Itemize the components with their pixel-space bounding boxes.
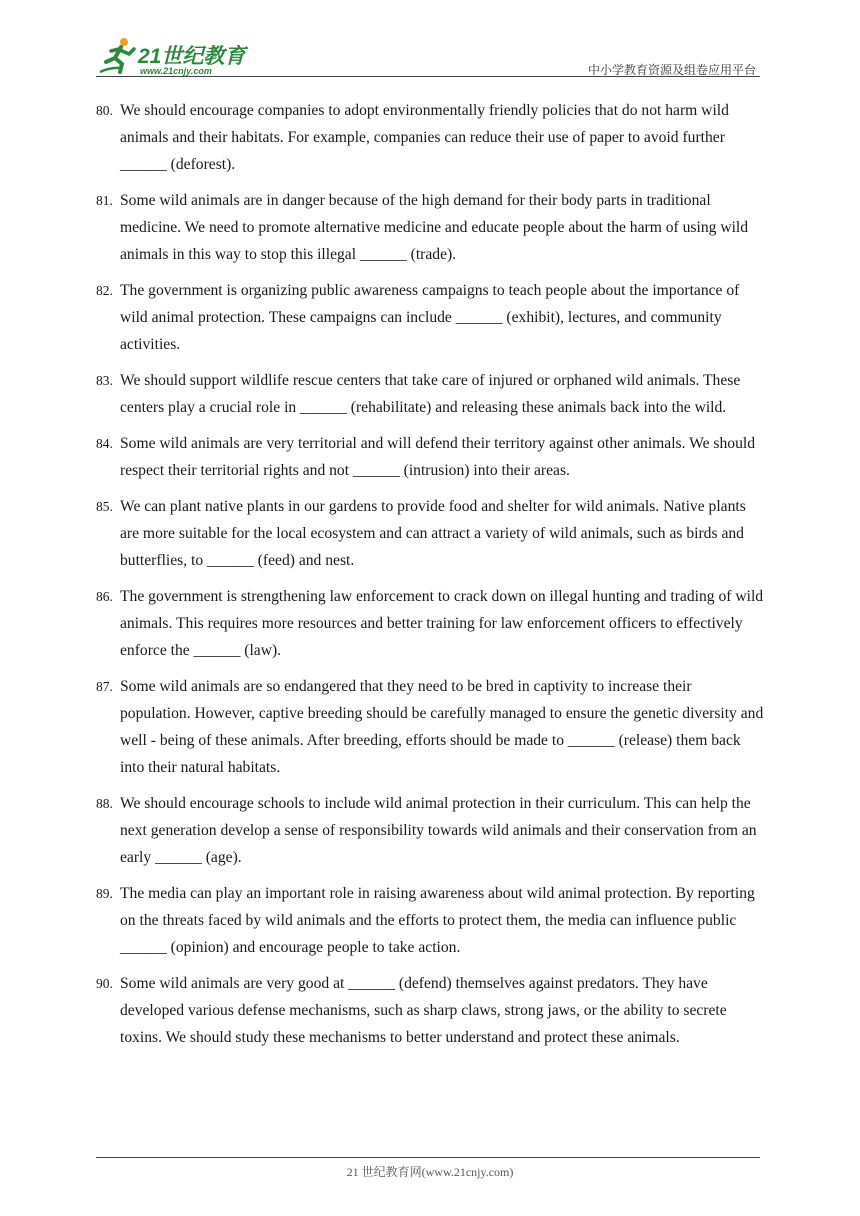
question-text: Some wild animals are so endangered that they need to be bred in captivity to increase their population. However, captive breeding should be carefully managed to ensure the genetic diversity and well - being of these animals. After breeding, efforts should be made to ______ (release) them back into their natural habitats. xyxy=(120,678,764,776)
question-item xyxy=(96,97,764,178)
question-number: 80. xyxy=(96,103,113,118)
question-number: 85. xyxy=(96,499,113,514)
question-text: Some wild animals are very good at ______ (defend) themselves against predators. They have developed various defense mechanisms, such as sharp claws, strong jaws, or the ability to secrete toxins. We should study these mechanisms to better understand and protect these animals. xyxy=(120,975,727,1046)
site-logo xyxy=(96,34,266,78)
question-item xyxy=(96,790,764,871)
question-item xyxy=(96,430,764,484)
question-item xyxy=(96,187,764,268)
question-text: We should support wildlife rescue centers that take care of injured or orphaned wild animals. These centers play a crucial role in ______ (rehabilitate) and releasing these animals back into the wild. xyxy=(120,372,741,416)
question-number: 88. xyxy=(96,796,113,811)
question-item xyxy=(96,367,764,421)
runner-logo-icon xyxy=(96,34,140,78)
logo-text: 21世纪教育 xyxy=(138,45,246,68)
header-platform-title: 中小学教育资源及组卷应用平台 xyxy=(587,63,756,77)
question-number: 87. xyxy=(96,679,113,694)
question-item xyxy=(96,673,764,781)
question-text: The government is strengthening law enforcement to crack down on illegal hunting and trading of wild animals. This requires more resources and better training for law enforcement officers to effectively enforce the ______ (law). xyxy=(120,588,764,659)
page-footer: 21 世纪教育网(www.21cnjy.com) xyxy=(346,1165,514,1179)
question-item xyxy=(96,970,764,1051)
question-number: 83. xyxy=(96,373,113,388)
question-text: We should encourage companies to adopt environmentally friendly policies that do not harm wild animals and their habitats. For example, companies can reduce their use of paper to avoid further ______ (deforest). xyxy=(120,102,729,173)
question-item xyxy=(96,493,764,574)
question-text: We can plant native plants in our gardens to provide food and shelter for wild animals. Native plants are more suitable for the local ecosystem and can attract a variety of wild animals, such as birds and butterflies, to ______ (feed) and nest. xyxy=(120,498,746,569)
question-number: 89. xyxy=(96,886,113,901)
question-text: We should encourage schools to include wild animal protection in their curriculum. This can help the next generation develop a sense of responsibility towards wild animals and their conservation from an early ______ (age). xyxy=(120,795,757,866)
footer-divider xyxy=(96,1157,760,1158)
question-item xyxy=(96,583,764,664)
question-text: The media can play an important role in raising awareness about wild animal protection. By reporting on the threats faced by wild animals and the efforts to protect them, the media can influence public ______ (opinion) and encourage people to take action. xyxy=(120,885,755,956)
logo-url: www.21cnjy.com xyxy=(140,66,212,76)
question-number: 84. xyxy=(96,436,113,451)
question-item xyxy=(96,277,764,358)
page-header xyxy=(96,32,760,78)
header-divider xyxy=(96,76,760,77)
question-item xyxy=(96,880,764,961)
question-number: 81. xyxy=(96,193,113,208)
question-number: 90. xyxy=(96,976,113,991)
question-list xyxy=(96,97,764,1060)
question-number: 82. xyxy=(96,283,113,298)
question-text: The government is organizing public awareness campaigns to teach people about the importance of wild animal protection. These campaigns can include ______ (exhibit), lectures, and community activities. xyxy=(120,282,740,353)
question-number: 86. xyxy=(96,589,113,604)
question-text: Some wild animals are in danger because of the high demand for their body parts in traditional medicine. We need to promote alternative medicine and educate people about the harm of using wild animals in this way to stop this illegal ______ (trade). xyxy=(120,192,749,263)
question-text: Some wild animals are very territorial and will defend their territory against other animals. We should respect their territorial rights and not ______ (intrusion) into their areas. xyxy=(120,435,756,479)
